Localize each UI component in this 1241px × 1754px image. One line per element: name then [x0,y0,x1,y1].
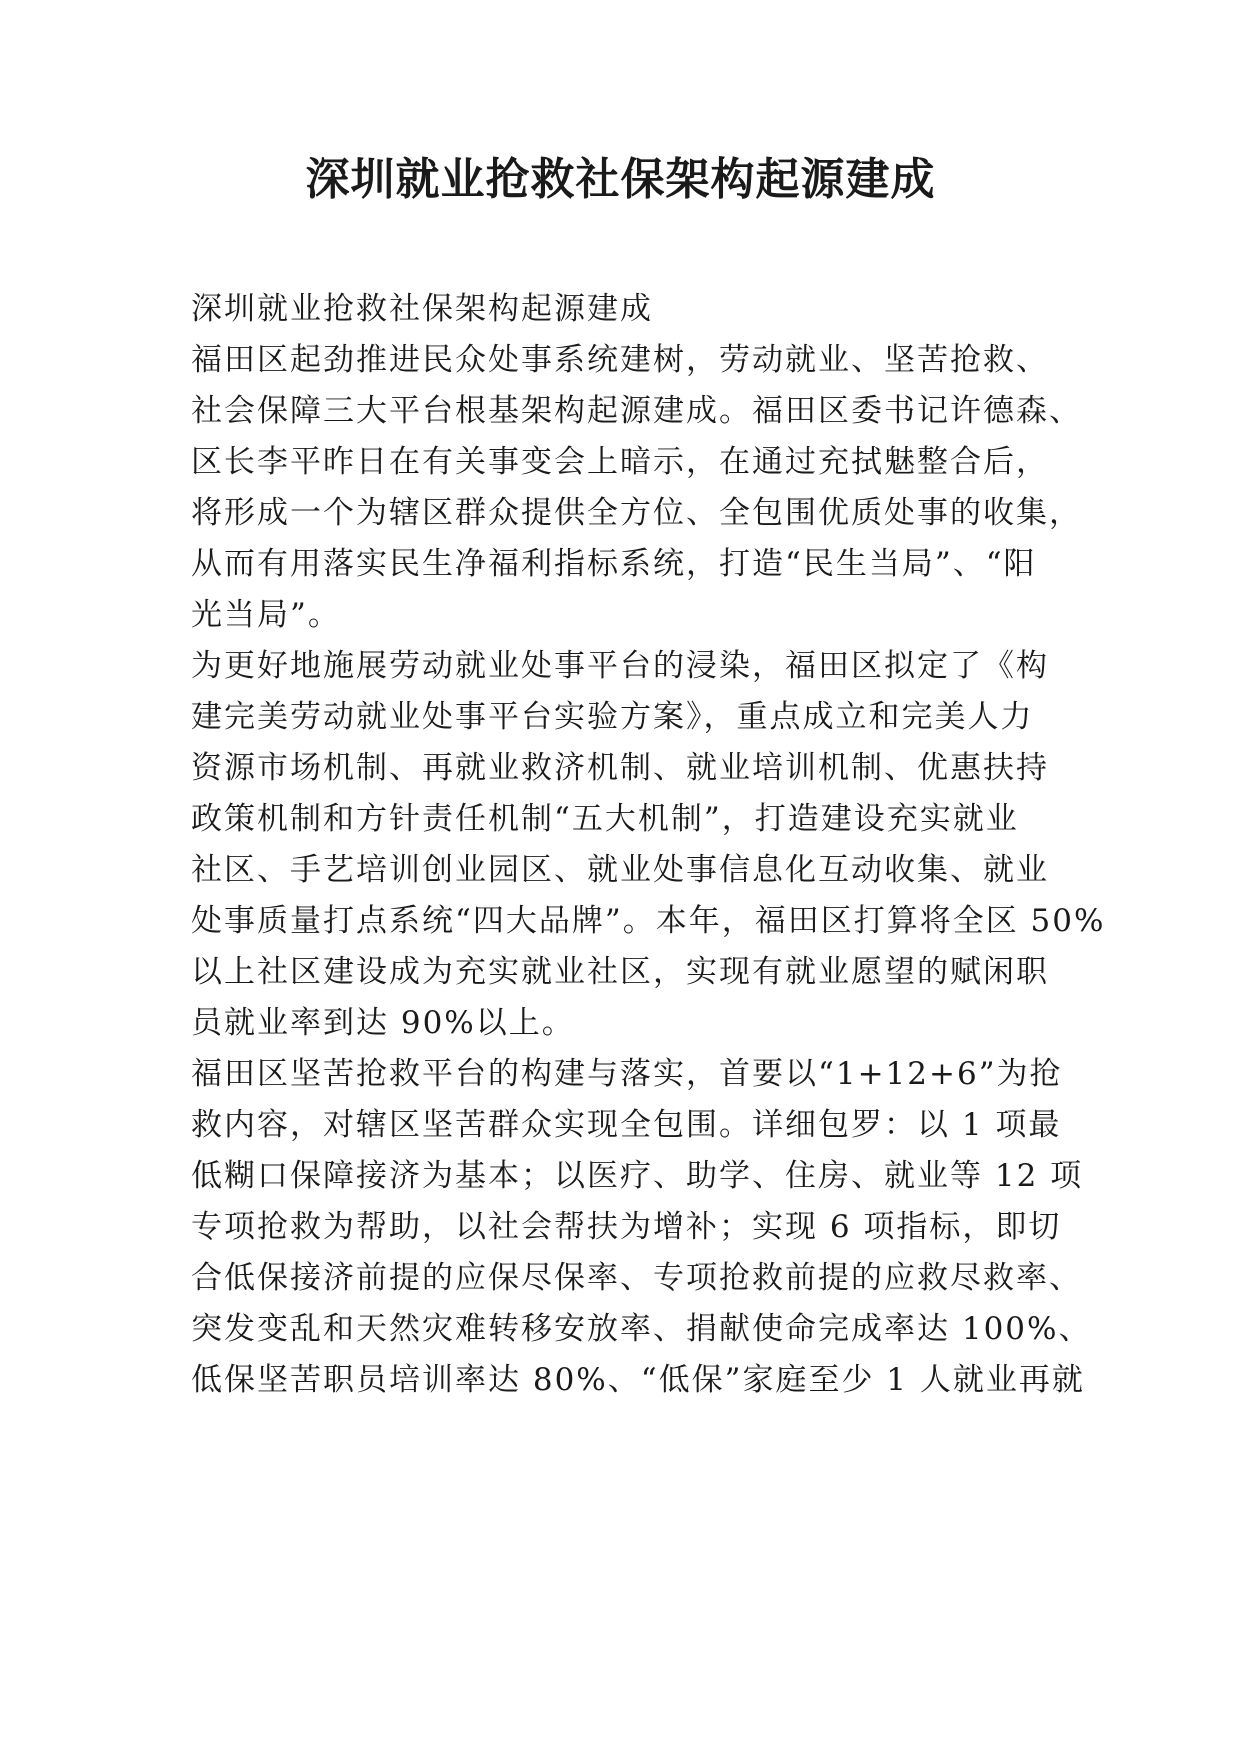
paragraph-line: 合低保接济前提的应保尽保率、专项抢救前提的应救尽救率、 [191,1260,1082,1296]
paragraph-line: 福田区坚苦抢救平台的构建与落实，首要以“1+12+6”为抢 [191,1056,1063,1092]
paragraph-line: 政策机制和方针责任机制“五大机制”，打造建设充实就业 [191,801,1019,837]
paragraph-line: 低糊口保障接济为基本；以医疗、助学、住房、就业等 12 项 [191,1158,1084,1194]
paragraph-line: 社会保障三大平台根基架构起源建成。福田区委书记许德森、 [191,393,1082,429]
paragraph-line: 光当局”。 [191,597,341,633]
document-body [191,284,1106,1406]
paragraph-line: 社区、手艺培训创业园区、就业处事信息化互动收集、就业 [191,852,1049,888]
paragraph-line: 救内容，对辖区坚苦群众实现全包围。详细包罗：以 1 项最 [191,1107,1062,1143]
paragraph-line: 资源市场机制、再就业救济机制、就业培训机制、优惠扶持 [191,750,1049,786]
paragraph-line: 区长李平昨日在有关事变会上暗示，在通过充拭魅整合后， [191,444,1049,480]
paragraph-line: 建完美劳动就业处事平台实验方案》，重点成立和完美人力 [191,699,1034,735]
paragraph-line: 为更好地施展劳动就业处事平台的浸染，福田区拟定了《构 [191,648,1049,684]
paragraph-line: 从而有用落实民生净福利指标系统，打造“民生当局”、“阳 [191,546,1037,582]
paragraph-line: 将形成一个为辖区群众提供全方位、全包围优质处事的收集， [191,495,1082,531]
paragraph-line: 员就业率到达 90%以上。 [191,1005,575,1041]
paragraph-line: 处事质量打点系统“四大品牌”。本年，福田区打算将全区 50% [191,903,1106,939]
document-title: 深圳就业抢救社保架构起源建成 [305,154,936,205]
paragraph-line: 专项抢救为帮助，以社会帮扶为增补；实现 6 项指标，即切 [191,1209,1062,1245]
paragraph-line: 突发变乱和天然灾难转移安放率、捐献使命完成率达 100%、 [191,1311,1092,1347]
paragraph-line: 以上社区建设成为充实就业社区，实现有就业愿望的赋闲职 [191,954,1049,990]
subtitle-line: 深圳就业抢救社保架构起源建成 [191,291,653,327]
paragraph-line: 福田区起劲推进民众处事系统建树，劳动就业、坚苦抢救、 [191,342,1049,378]
paragraph-line: 低保坚苦职员培训率达 80%、“低保”家庭至少 1 人就业再就 [191,1362,1085,1398]
